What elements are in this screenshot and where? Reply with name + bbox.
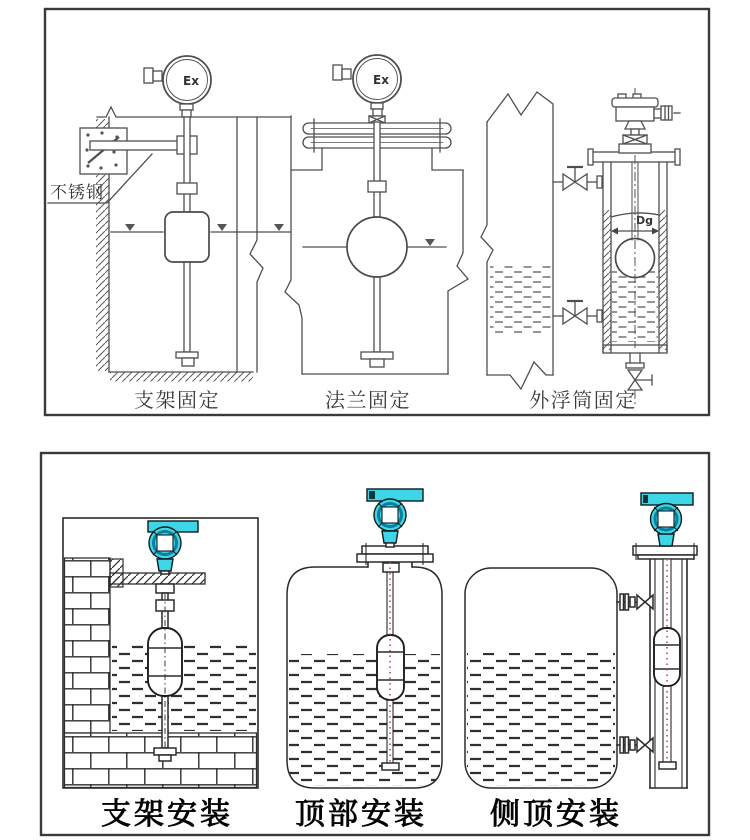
stainless-steel-label: 不锈钢 <box>50 183 104 203</box>
transmitter-head <box>148 521 198 574</box>
flange-fixing-diagram <box>285 55 468 374</box>
external-chamber-fixing-diagram <box>481 88 680 404</box>
caption-side-top-install: 侧顶安装 <box>490 797 622 832</box>
rod-coupling <box>368 181 386 192</box>
flange <box>357 543 433 565</box>
top-panel <box>45 9 709 415</box>
support-arm <box>90 141 178 150</box>
bracket-install-diagram <box>63 518 258 788</box>
transmitter-head-ex <box>144 56 211 117</box>
water <box>289 654 440 786</box>
rod-weight <box>382 763 399 770</box>
floor-hatching <box>110 373 253 382</box>
main-tank <box>481 92 553 389</box>
rod-coupling <box>177 183 197 194</box>
pipe-connection-bottom <box>617 737 653 753</box>
caption-bracket-fixing: 支架固定 <box>134 388 220 412</box>
water <box>112 645 256 731</box>
brick-wall <box>65 558 111 733</box>
support-shelf <box>110 573 205 584</box>
bottom-panel <box>41 453 709 835</box>
ex-label: Ex <box>183 74 199 88</box>
water <box>467 653 615 786</box>
caption-top-install: 顶部安装 <box>295 797 427 832</box>
transmitter-head-ex <box>333 55 401 123</box>
caption-bracket-install: 支架安装 <box>101 797 233 832</box>
tank-water <box>490 266 551 336</box>
transmitter-head <box>641 493 693 546</box>
dg-label: Dg <box>636 214 654 227</box>
inlet-valve-bottom <box>553 301 602 324</box>
rod-weight <box>176 352 198 358</box>
tank-wall-break <box>250 117 263 372</box>
rod-weight <box>154 748 176 755</box>
inlet-valve-top <box>553 167 602 190</box>
float <box>347 217 407 277</box>
bracket-fixing-diagram <box>48 56 291 382</box>
side-top-install-diagram <box>465 493 697 788</box>
top-install-diagram <box>287 489 442 788</box>
rod-collar <box>383 563 399 572</box>
mounting-plate <box>80 128 127 174</box>
caption-external-chamber-fixing: 外浮筒固定 <box>529 388 637 412</box>
pipe-connection-top <box>617 594 653 610</box>
float <box>165 212 209 262</box>
caption-flange-fixing: 法兰固定 <box>325 388 411 412</box>
ex-label: Ex <box>373 73 389 87</box>
junction-box-head <box>612 88 680 153</box>
shelf-clamp <box>156 584 174 593</box>
rod-weight <box>361 352 393 359</box>
rod-weight <box>659 762 676 769</box>
transmitter-head <box>367 489 423 547</box>
